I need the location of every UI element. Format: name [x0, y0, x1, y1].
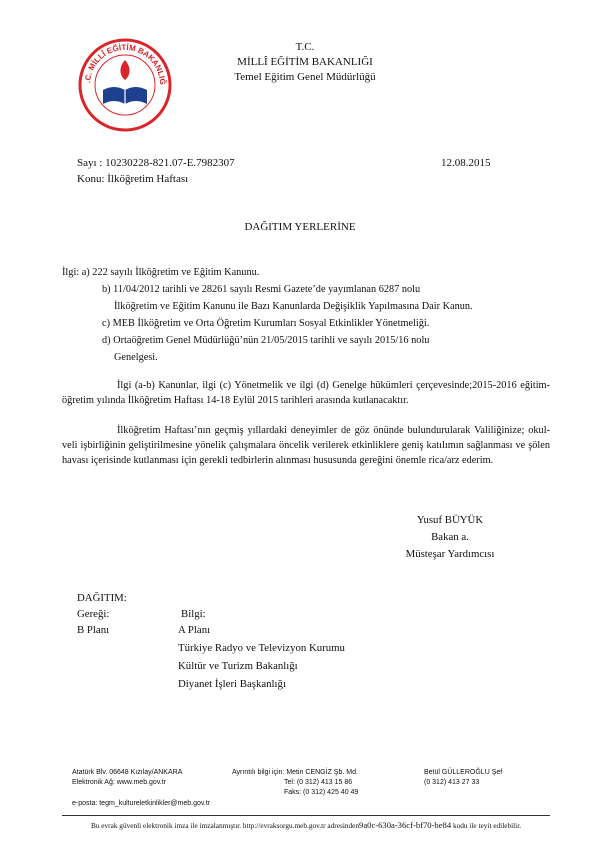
distribution-bilgi-label: Bilgi: [181, 608, 206, 620]
header-tc: T.C. [295, 41, 315, 53]
footer-web: Elektronik Ağ: www.meb.gov.tr [72, 779, 167, 786]
reference-d-line2: Genelgesi. [114, 352, 158, 363]
footer-contact2: Betül GÜLLEROĞLU Şef [424, 769, 503, 776]
header-directorate: Temel Eğitim Genel Müdürlüğü [234, 71, 376, 83]
footer-contact: Ayrıntılı bilgi için: Metin CENGİZ Şb. Md. [232, 769, 358, 776]
footer-contact2-block [424, 768, 502, 788]
document-subject: Konu: İlköğretim Haftası [77, 173, 189, 185]
footer-divider [62, 815, 550, 816]
footer-tel: Tel: (0 312) 413 15 86 [284, 779, 353, 786]
distribution-item: A Planı [178, 624, 211, 636]
signatory-name: Yusuf BÜYÜK [416, 514, 484, 526]
distribution-bilgi-list [178, 621, 345, 693]
verification-suffix: kodu ile teyit edilebilir. [451, 821, 522, 830]
signatory-role-1: Bakan a. [431, 531, 469, 543]
verification-note [62, 820, 550, 830]
recipient-heading: DAĞITIM YERLERİNE [244, 221, 356, 233]
reference-c: c) MEB İlköğretim ve Orta Öğretim Kurumları Sosyal Etkinlikler Yönetmeliği. [102, 318, 430, 329]
reference-b-line2: İlköğretim ve Eğitim Kanunu ile Bazı Kanunlarda Değişiklik Yapılmasına Dair Kanun. [114, 301, 473, 312]
logo-flame [120, 60, 129, 80]
distribution-item: Türkiye Radyo ve Televizyon Kurumu [178, 642, 345, 654]
distribution-gereg-label: Gereği: [77, 608, 110, 620]
body-paragraph-2: İlköğretim Haftası’nın geçmiş yıllardaki deneyimler de göz önünde bulundurularak Valiliğinize; okul-veli işbirliğinin geliştirilmesine yönelik çalışmalara öncelik verilerek etkinliklere geniş katılımın sağlanması ve şölen havası içerisinde kutlanması için gerekli tedbirlerin alınması hususunda gereğini önemle rica/arz ederim. [62, 425, 550, 466]
distribution-item: Diyanet İşleri Başkanlığı [178, 678, 286, 690]
body-paragraph-1: İlgi (a-b) Kanunlar, ilgi (c) Yönetmelik ve ilgi (d) Genelge hükümleri çerçevesinde;2015-2016 eğitim-öğretim yılında İlköğretim Haftası 14-18 Eylül 2015 tarihleri arasında kutlanacaktır. [62, 380, 550, 406]
letterhead [180, 40, 430, 85]
footer-address-block [72, 768, 182, 788]
header-ministry: MİLLÎ EĞİTİM BAKANLIĞI [237, 56, 373, 68]
signatory-role-2: Müsteşar Yardımcısı [405, 548, 495, 560]
distribution-gereg-list [77, 621, 109, 639]
distribution-heading: DAĞITIM: [77, 592, 127, 604]
footer-tel2: (0 312) 413 27 33 [424, 779, 480, 786]
footer-contact-block [232, 768, 382, 798]
logo-ring-text: .C. MİLLÎ EĞİTİM BAKANLIĞ [83, 42, 168, 86]
ministry-logo [78, 38, 172, 132]
reference-b-line1: b) 11/04/2012 tarihli ve 28261 sayılı Resmi Gazete’de yayımlanan 6287 nolu [102, 284, 421, 295]
reference-a: İlgi: a) 222 sayılı İlköğretim ve Eğitim Kanunu. [62, 267, 260, 278]
signature-block [380, 512, 520, 563]
reference-d-line1: d) Ortaöğretim Genel Müdürlüğü’nün 21/05/2015 tarihli ve sayılı 2015/16 nolu [102, 335, 430, 346]
verification-prefix: Bu evrak güvenli elektronik imza ile imzalanmıştır. http://evraksorgu.meb.gov.tr adresinden [90, 821, 360, 830]
distribution-item: B Planı [77, 624, 110, 636]
footer-address: Atatürk Blv. 06648 Kızılay/ANKARA [72, 769, 183, 776]
document-number: Sayı : 10230228-821.07-E.7982307 [77, 157, 235, 169]
footer-fax: Faks: (0 312) 425 40 49 [284, 789, 359, 796]
verification-code: 9a0c-630a-36cf-bf70-be84 [359, 820, 452, 830]
logo-outer-ring [80, 40, 170, 130]
distribution-item: Kültür ve Turizm Bakanlığı [178, 660, 298, 672]
footer-email: e-posta: tegm_kultureletkinlikler@meb.gov.tr [72, 800, 211, 807]
document-date: 12.08.2015 [441, 157, 491, 169]
